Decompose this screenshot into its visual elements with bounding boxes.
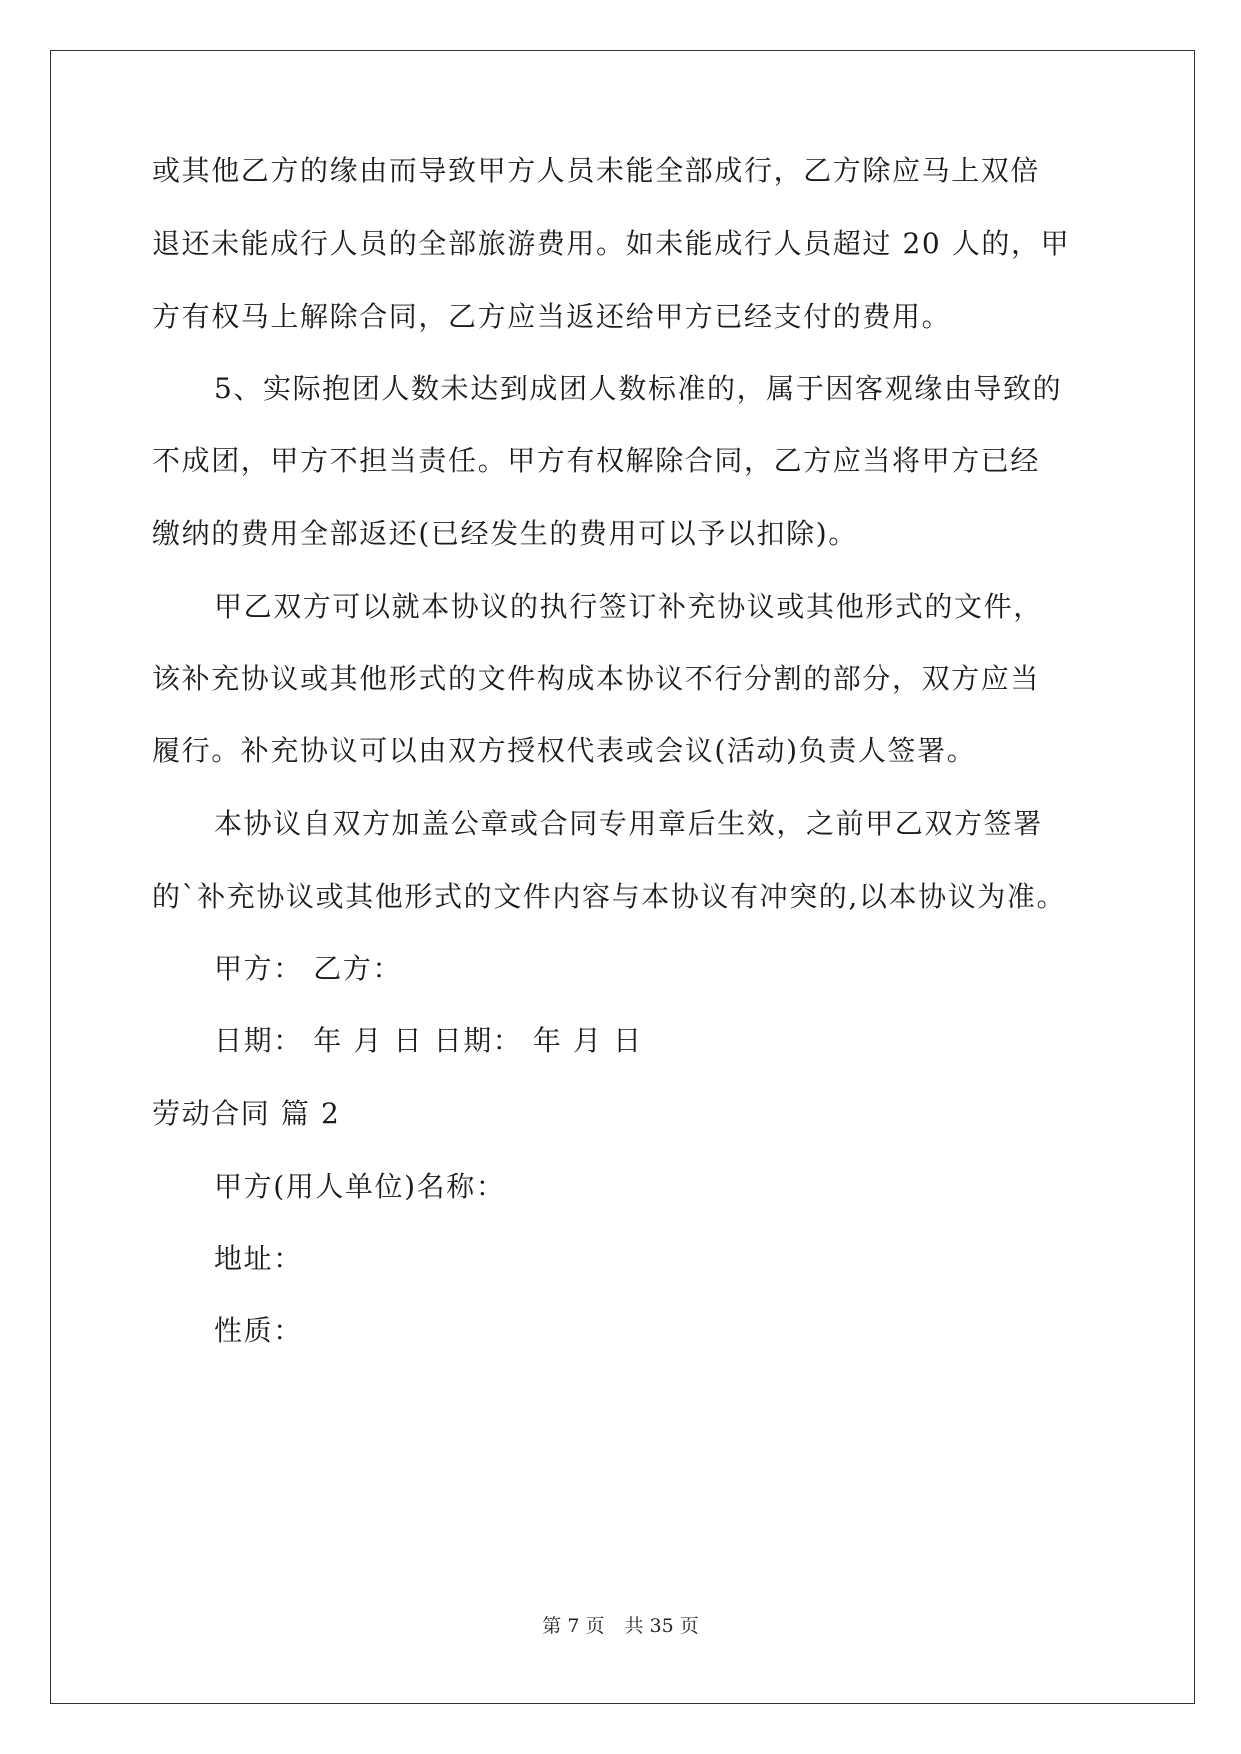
body-text-line: 甲乙双方可以就本协议的执行签订补充协议或其他形式的文件， bbox=[214, 590, 1043, 623]
body-text-line: 缴纳的费用全部返还(已经发生的费用可以予以扣除)。 bbox=[152, 517, 858, 550]
body-text-line: 退还未能成行人员的全部旅游费用。如未能成行人员超过 20 人的，甲 bbox=[152, 227, 1071, 260]
body-text-line: 的`补充协议或其他形式的文件内容与本协议有冲突的,以本协议为准。 bbox=[152, 880, 1067, 913]
body-text-line: 方有权马上解除合同，乙方应当返还给甲方已经支付的费用。 bbox=[152, 300, 952, 333]
body-text-line: 5、实际抱团人数未达到成团人数标准的，属于因客观缘由导致的 bbox=[214, 372, 1063, 405]
page-number: 第 7 页 bbox=[542, 1615, 605, 1637]
body-text-line: 该补充协议或其他形式的文件构成本协议不行分割的部分，双方应当 bbox=[152, 662, 1041, 695]
page-total: 共 35 页 bbox=[624, 1615, 699, 1637]
section-heading: 劳动合同 篇 2 bbox=[152, 1097, 341, 1130]
body-text-line: 不成团，甲方不担当责任。甲方有权解除合同，乙方应当将甲方已经 bbox=[152, 444, 1041, 477]
body-text-line: 本协议自双方加盖公章或合同专用章后生效，之前甲乙双方签署 bbox=[214, 807, 1043, 840]
signature-parties-line: 甲方： 乙方： bbox=[214, 952, 403, 985]
employer-name-field: 甲方(用人单位)名称： bbox=[214, 1170, 506, 1203]
nature-field: 性质： bbox=[214, 1314, 303, 1347]
signature-date-line: 日期： 年 月 日 日期： 年 月 日 bbox=[214, 1024, 643, 1057]
address-field: 地址： bbox=[214, 1242, 303, 1275]
body-text-line: 或其他乙方的缘由而导致甲方人员未能全部成行，乙方除应马上双倍 bbox=[152, 154, 1041, 187]
body-text-line: 履行。补充协议可以由双方授权代表或会议(活动)负责人签署。 bbox=[152, 734, 977, 767]
page-footer bbox=[0, 1613, 1241, 1639]
